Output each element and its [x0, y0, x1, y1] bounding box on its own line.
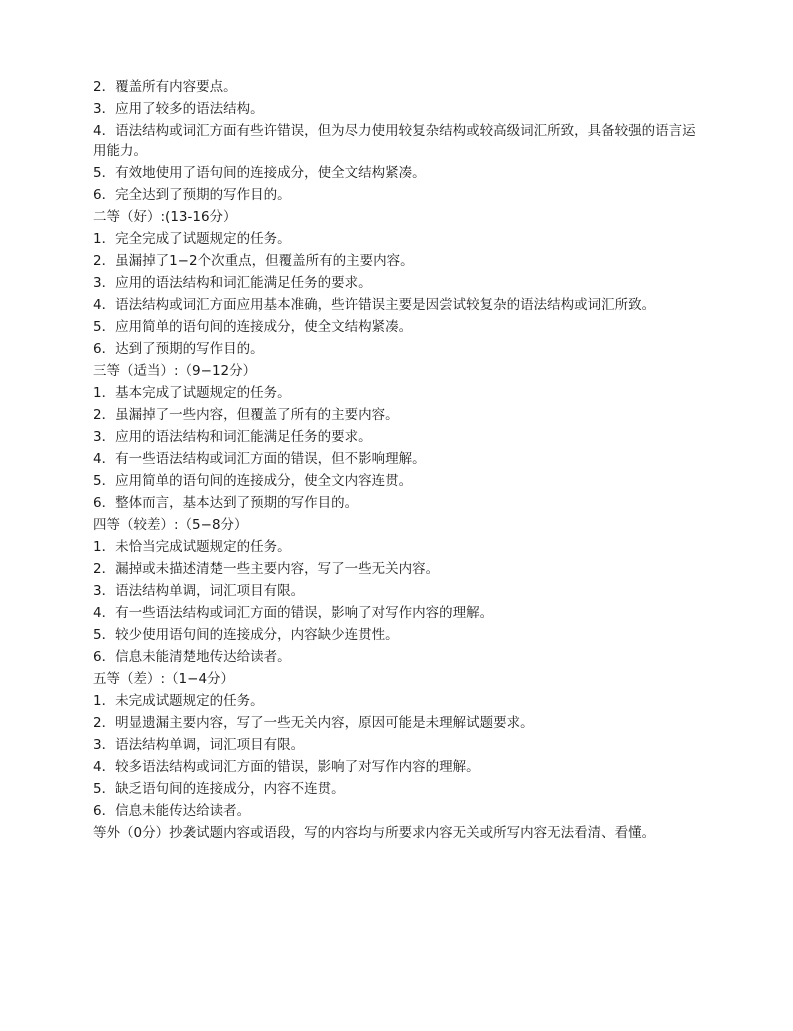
text-line: 5．较少使用语句间的连接成分，内容缺少连贯性。	[93, 627, 399, 643]
text-line: 3．应用了较多的语法结构。	[93, 101, 264, 117]
text-paragraph: 4．语法结构或词汇方面有些许错误，但为尽力使用较复杂结构或较高级词汇所致，具备较强的语言运用能力。	[93, 123, 696, 159]
text-line: 6．信息未能清楚地传达给读者。	[93, 649, 291, 665]
text-line: 5．缺乏语句间的连接成分，内容不连贯。	[93, 781, 345, 797]
text-line: 3．语法结构单调，词汇项目有限。	[93, 583, 305, 599]
text-line: 4．有一些语法结构或词汇方面的错误，但不影响理解。	[93, 451, 426, 467]
text-line: 6．信息未能传达给读者。	[93, 803, 251, 819]
text-line: 5．应用简单的语句间的连接成分，使全文结构紧凑。	[93, 319, 413, 335]
section-heading: 四等（较差）:（5−8分）	[93, 517, 248, 533]
text-line: 1．基本完成了试题规定的任务。	[93, 385, 291, 401]
section-heading: 二等（好）:(13-16分）	[93, 209, 237, 225]
text-line: 1．未完成试题规定的任务。	[93, 693, 264, 709]
text-paragraph: 4．语法结构或词汇方面应用基本准确，些许错误主要是因尝试较复杂的语法结构或词汇所致。	[93, 297, 656, 313]
text-line: 2．虽漏掉了1−2个次重点，但覆盖所有的主要内容。	[93, 253, 414, 269]
text-line: 3．语法结构单调，词汇项目有限。	[93, 737, 305, 753]
text-line: 3．应用的语法结构和词汇能满足任务的要求。	[93, 429, 372, 445]
text-paragraph: 等外（0分）抄袭试题内容或语段，写的内容均与所要求内容无关或所写内容无法看清、看懂。	[93, 825, 656, 841]
text-line: 6．完全达到了预期的写作目的。	[93, 187, 291, 203]
text-line: 1．未恰当完成试题规定的任务。	[93, 539, 291, 555]
text-line: 4．有一些语法结构或词汇方面的错误，影响了对写作内容的理解。	[93, 605, 494, 621]
text-line: 5．应用简单的语句间的连接成分，使全文内容连贯。	[93, 473, 413, 489]
text-line: 1．完全完成了试题规定的任务。	[93, 231, 291, 247]
text-line: 2．漏掉或未描述清楚一些主要内容，写了一些无关内容。	[93, 561, 440, 577]
text-line: 2．明显遗漏主要内容，写了一些无关内容，原因可能是未理解试题要求。	[93, 715, 534, 731]
text-line: 5．有效地使用了语句间的连接成分，使全文结构紧凑。	[93, 165, 426, 181]
document-page	[93, 76, 703, 844]
text-line: 3．应用的语法结构和词汇能满足任务的要求。	[93, 275, 372, 291]
section-heading: 五等（差）:（1−4分）	[93, 671, 235, 687]
text-line: 6．整体而言，基本达到了预期的写作目的。	[93, 495, 359, 511]
text-line: 2．覆盖所有内容要点。	[93, 79, 237, 95]
section-heading: 三等（适当）:（9−12分）	[93, 363, 257, 379]
text-line: 4．较多语法结构或词汇方面的错误，影响了对写作内容的理解。	[93, 759, 480, 775]
text-line: 6．达到了预期的写作目的。	[93, 341, 264, 357]
text-line: 2．虽漏掉了一些内容，但覆盖了所有的主要内容。	[93, 407, 399, 423]
